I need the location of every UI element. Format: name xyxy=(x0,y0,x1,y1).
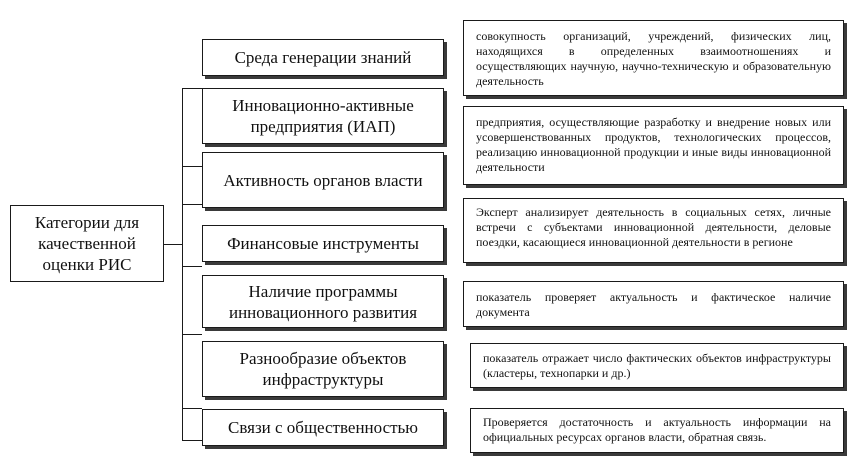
description-box-authorities xyxy=(463,198,844,263)
root-category-label: Категории для качественной оценки РИС xyxy=(34,213,140,274)
category-label: Инновационно-активные предприятия (ИАП) xyxy=(232,96,414,136)
category-label: Разнообразие объектов инфраструктуры xyxy=(239,349,407,389)
category-box-finance xyxy=(202,225,444,262)
category-box-public-relations xyxy=(202,409,444,446)
branch-line xyxy=(182,88,202,89)
category-box-authorities xyxy=(202,152,444,208)
category-label: Связи с общественностью xyxy=(227,418,419,437)
trunk-line xyxy=(182,88,183,440)
description-box-program xyxy=(463,281,844,327)
branch-line xyxy=(182,440,202,441)
description-box-public-relations xyxy=(470,408,844,453)
category-label: Финансовые инструменты xyxy=(227,234,419,253)
description-text: совокупность организаций, учреждений, физических лиц, находящихся в определенных взаимоотношениях и осуществляющих научную, научно-техническую и образовательную деятельность xyxy=(476,29,831,88)
description-box-infrastructure xyxy=(470,343,844,388)
branch-line xyxy=(182,166,202,167)
branch-line xyxy=(182,408,202,409)
category-box-iap xyxy=(202,88,444,144)
description-box-iap xyxy=(463,106,844,185)
description-box-knowledge xyxy=(463,20,844,96)
description-text: Проверяется достаточность и актуальность информации на официальных ресурсах органов власти, обратная связь. xyxy=(483,415,831,444)
description-text: показатель проверяет актуальность и фактическое наличие документа xyxy=(476,290,831,319)
branch-line xyxy=(182,266,202,267)
description-text: Эксперт анализирует деятельность в социальных сетях, личные встречи с субъектами инновационной деятельности, деловые поездки, касающиеся инновационной деятельности в регионе xyxy=(476,205,831,249)
category-box-infrastructure xyxy=(202,341,444,397)
category-label: Активность органов власти xyxy=(223,170,423,190)
category-box-knowledge xyxy=(202,39,444,76)
branch-line xyxy=(182,204,202,205)
category-label: Среда генерации знаний xyxy=(234,48,412,67)
root-connector xyxy=(163,244,183,245)
category-label: Наличие программы инновационного развития xyxy=(228,281,418,322)
description-text: предприятия, осуществляющие разработку и внедрение новых или усовершенствованных продуктов, технологических процессов, реализацию инновационной продукции и иные виды инновационной деятельности xyxy=(476,115,831,174)
branch-line xyxy=(182,334,202,335)
root-category-box xyxy=(10,205,164,282)
category-box-program xyxy=(202,275,444,328)
description-text: показатель отражает число фактических объектов инфраструктуры (кластеры, технопарки и др.) xyxy=(483,351,831,380)
